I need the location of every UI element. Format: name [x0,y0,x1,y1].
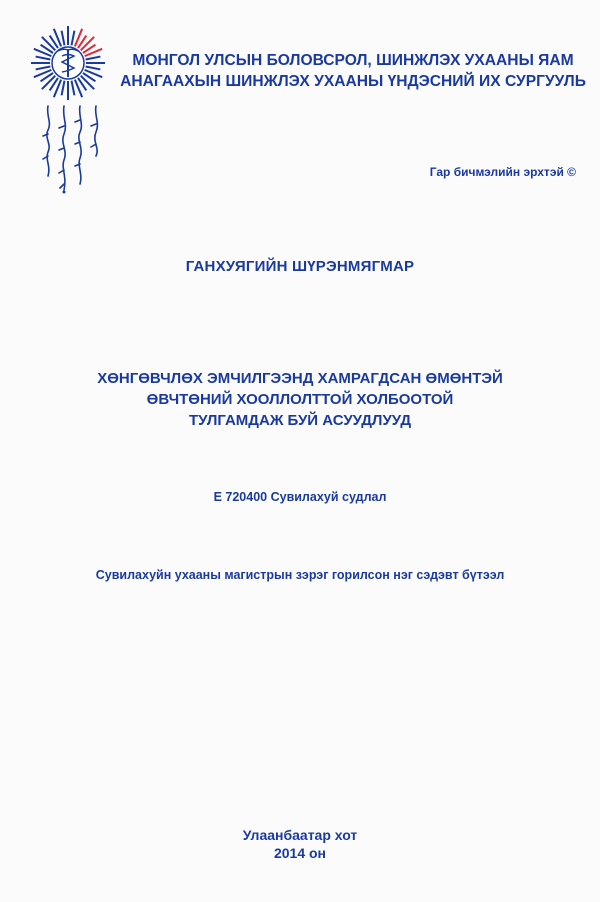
thesis-title-line-2: ӨВЧТӨНИЙ ХООЛЛОЛТТОЙ ХОЛБООТОЙ [146,391,454,408]
emblem-ray-red [81,37,94,50]
emblem-ray [62,81,65,96]
ministry-and-university-header [118,50,588,92]
thesis-title-line-3: ТУЛГАМДАЖ БУЙ АСУУДЛУУД [188,412,412,429]
university-name: АНАГААХЫН ШИНЖЛЭХ УХААНЫ ҮНДЭСНИЙ ИХ СУРГУУЛЬ [120,73,586,90]
emblem-ray [86,57,101,60]
place-and-year [0,826,600,862]
degree-statement: Сувилахуйн ухааны магистрын зэрэг горилсон нэг сэдэвт бүтээл [95,568,505,582]
mongolian-script-icon [36,104,106,194]
emblem-ray [86,67,101,70]
year: 2014 он [273,845,327,861]
city: Улаанбаатар хот [242,827,358,843]
emblem-ray [36,57,51,60]
author-name: ГАНХУЯГИЙН ШҮРЭНМЯГМАР [185,258,415,275]
ministry-name: МОНГОЛ УЛСЫН БОЛОВСРОЛ, ШИНЖЛЭХ УХААНЫ ЯАМ [132,52,574,69]
thesis-title-line-1: ХӨНГӨВЧЛӨХ ЭМЧИЛГЭЭНД ХАМРАГДСАН ӨМӨНТЭЙ [97,370,503,387]
emblem-ray [72,31,75,46]
emblem-ray [72,81,75,96]
emblem-ray [62,31,65,46]
thesis-title [0,368,600,431]
emblem-ray [42,37,55,50]
emblem-ray [36,67,51,70]
copyright-notice: Гар бичмэлийн эрхтэй © [429,165,576,179]
university-emblem-icon [30,25,106,101]
emblem-ray [42,76,55,89]
emblem-ray [81,76,94,89]
specialty-code: Е 720400 Сувилахуй судлал [213,490,387,504]
